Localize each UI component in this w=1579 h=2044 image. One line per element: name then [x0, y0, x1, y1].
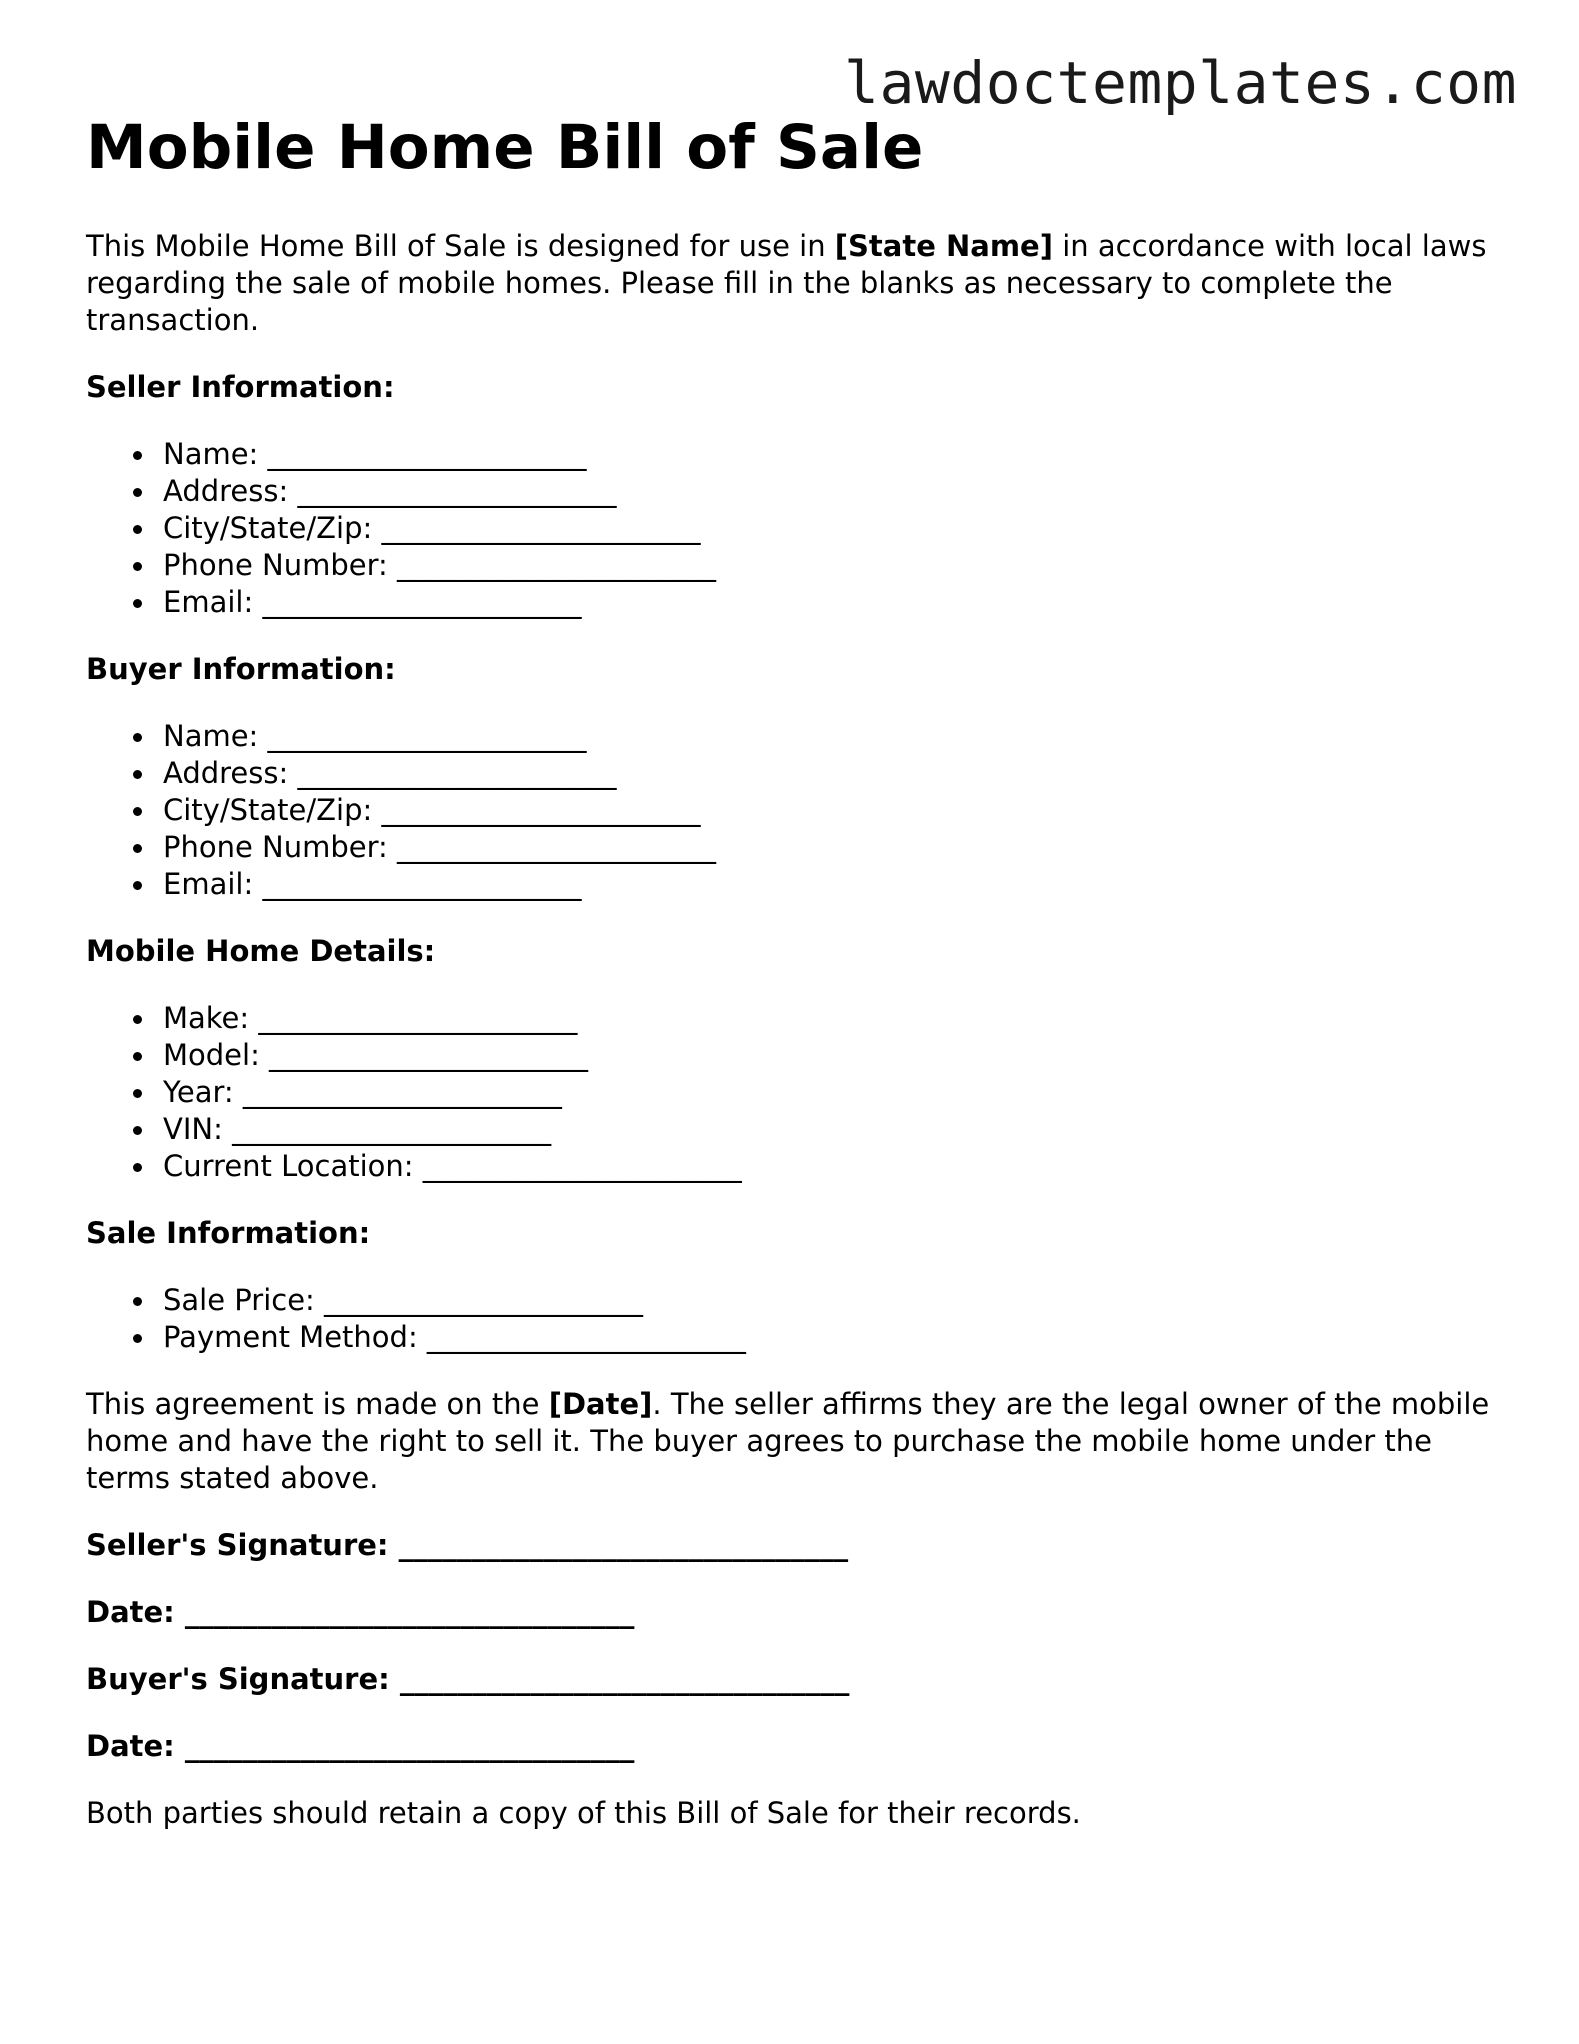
sale-price-field: Sale Price: ______________________ — [163, 1282, 1506, 1319]
agreement-text-end: . The seller affirms they are the legal owner of the mobile home and have the right to sell it. The buyer agrees to purchase the mobile home under the terms stated above. — [86, 1387, 1490, 1495]
seller-email-field: Email: ______________________ — [163, 584, 1506, 621]
intro-text-start: This Mobile Home Bill of Sale is designed for use in — [86, 229, 835, 263]
sale-info-heading: Sale Information: — [86, 1216, 371, 1250]
buyer-city-state-zip-field: City/State/Zip: ______________________ — [163, 792, 1506, 829]
intro-text-end: in accordance with local laws regarding the sale of mobile homes. Please fill in the blanks as necessary to complete the transaction. — [86, 229, 1487, 337]
home-details-heading: Mobile Home Details: — [86, 934, 436, 968]
closing-note: Both parties should retain a copy of this Bill of Sale for their records. — [86, 1796, 1081, 1830]
buyer-signature-line: Buyer's Signature: _______________________________ — [86, 1662, 850, 1696]
seller-date-line: Date: _______________________________ — [86, 1595, 635, 1629]
buyer-phone-field: Phone Number: ______________________ — [163, 829, 1506, 866]
home-year-field: Year: ______________________ — [163, 1074, 1506, 1111]
seller-info-list — [86, 436, 1506, 621]
date-placeholder: [Date] — [548, 1387, 653, 1421]
seller-address-field: Address: ______________________ — [163, 473, 1506, 510]
seller-signature-line: Seller's Signature: _______________________________ — [86, 1528, 849, 1562]
site-watermark: lawdoctemplates.com — [844, 49, 1517, 117]
buyer-info-heading: Buyer Information: — [86, 652, 396, 686]
agreement-text-start: This agreement is made on the — [86, 1387, 549, 1421]
seller-info-heading: Seller Information: — [86, 370, 395, 404]
buyer-name-field: Name: ______________________ — [163, 718, 1506, 755]
buyer-address-field: Address: ______________________ — [163, 755, 1506, 792]
buyer-email-field: Email: ______________________ — [163, 866, 1506, 903]
buyer-info-list — [86, 718, 1506, 903]
home-location-field: Current Location: ______________________ — [163, 1148, 1506, 1185]
home-make-field: Make: ______________________ — [163, 1000, 1506, 1037]
sale-info-list — [86, 1282, 1506, 1356]
buyer-date-line: Date: _______________________________ — [86, 1729, 635, 1763]
agreement-paragraph — [86, 1386, 1506, 1497]
state-name-placeholder: [State Name] — [834, 229, 1053, 263]
document-title: Mobile Home Bill of Sale — [86, 112, 924, 183]
intro-paragraph — [86, 228, 1506, 339]
home-vin-field: VIN: ______________________ — [163, 1111, 1506, 1148]
seller-city-state-zip-field: City/State/Zip: ______________________ — [163, 510, 1506, 547]
home-details-list — [86, 1000, 1506, 1185]
document-body — [86, 108, 1506, 1862]
payment-method-field: Payment Method: ______________________ — [163, 1319, 1506, 1356]
home-model-field: Model: ______________________ — [163, 1037, 1506, 1074]
seller-phone-field: Phone Number: ______________________ — [163, 547, 1506, 584]
seller-name-field: Name: ______________________ — [163, 436, 1506, 473]
